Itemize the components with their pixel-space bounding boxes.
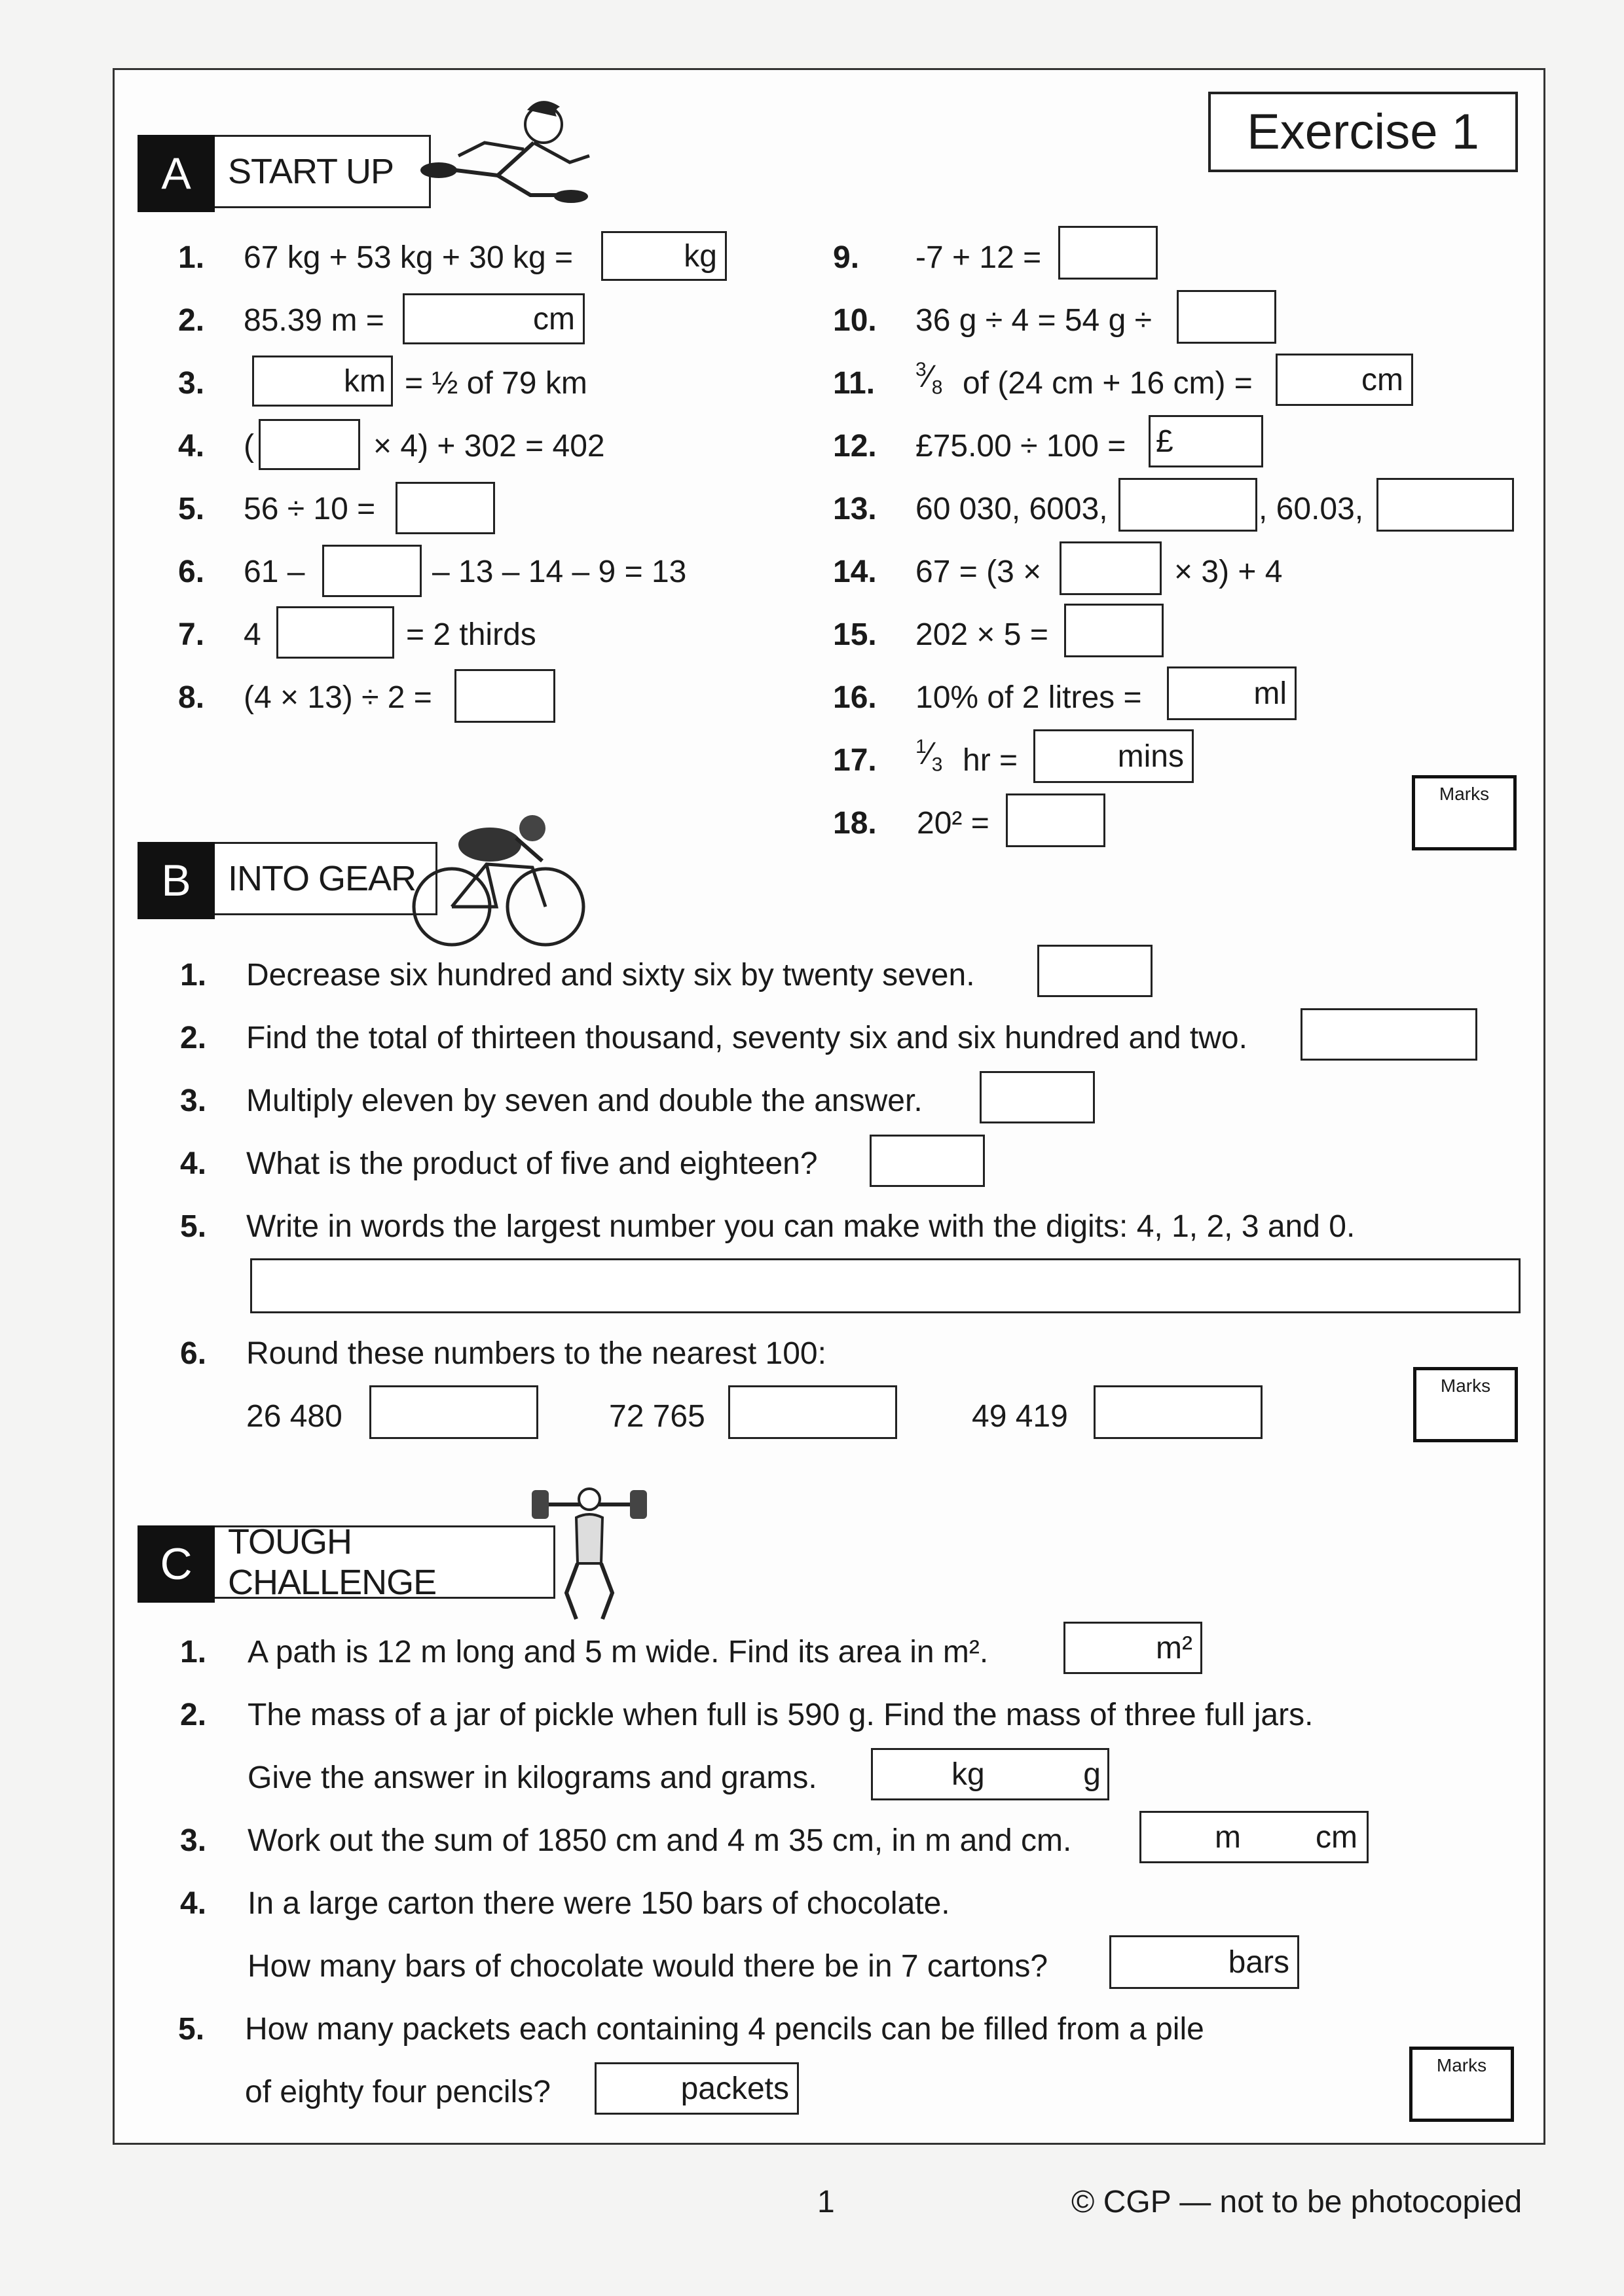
c-q3-unit-cm: cm [1316,1819,1357,1855]
a-q11-fraction: $^3⁄_8$ [915,359,943,399]
a-q6-answer-box[interactable] [322,545,422,597]
a-q8-number: 8. [178,680,205,715]
b-q5-answer-box[interactable] [250,1258,1521,1313]
section-a-marks-box[interactable]: Marks [1412,775,1517,850]
a-q9-answer-box[interactable] [1058,226,1158,280]
a-q4-text: × 4) + 302 = 402 [373,429,605,464]
a-q11-frac-den: 8 [931,376,943,399]
a-q3-text: = ½ of 79 km [405,366,587,401]
c-q4-text-2: How many bars of chocolate would there be in 7 cartons? [248,1949,1048,1984]
c-q5-number: 5. [178,2012,205,2047]
section-a-label: START UP [215,135,431,208]
c-q2-unit-g: g [1083,1757,1101,1792]
a-q3-unit: km [344,363,386,399]
a-q9-text: -7 + 12 = [915,240,1042,275]
a-q13-text: 60 030, 6003, [915,492,1108,526]
a-q1-text: 67 kg + 53 kg + 30 kg = [244,240,574,275]
b-q2-text: Find the total of thirteen thousand, seventy six and six hundred and two. [246,1021,1247,1055]
b-q4-text: What is the product of five and eighteen? [246,1146,818,1181]
b-q5-text: Write in words the largest number you can make with the digits: 4, 1, 2, 3 and 0. [246,1209,1356,1244]
a-q4-answer-box[interactable] [259,419,360,470]
a-q14-answer-box[interactable] [1060,541,1162,595]
b-q6-answer-box-1[interactable] [369,1385,538,1439]
section-b-letter: B [138,842,215,919]
a-q18-text: 20² = [917,806,989,841]
c-q2-unit-kg: kg [951,1757,985,1792]
a-q12-answer-box[interactable] [1149,415,1263,467]
a-q12-text: £75.00 ÷ 100 = [915,429,1126,464]
runner-illustration [367,97,602,215]
a-q7-answer-box[interactable] [276,606,394,659]
a-q12-unit: £ [1156,424,1173,459]
a-q10-text: 36 g ÷ 4 = 54 g ÷ [915,303,1152,338]
weightlifter-illustration [530,1478,648,1629]
b-q2-number: 2. [180,1021,207,1055]
a-q3-answer-box[interactable] [252,355,393,407]
a-q3-number: 3. [178,366,205,401]
a-q6-number: 6. [178,555,205,589]
c-q2-text: The mass of a jar of pickle when full is 590 g. Find the mass of three full jars. [248,1698,1314,1732]
a-q7-number: 7. [178,617,205,652]
a-q2-unit: cm [533,301,575,337]
a-q17-number: 17. [833,743,877,778]
c-q1-answer-box[interactable] [1063,1622,1202,1674]
a-q13-answer-box-2[interactable] [1376,478,1514,532]
a-q5-answer-box[interactable] [396,482,495,534]
a-q6-pre: 61 – [244,555,305,589]
c-q1-number: 1. [180,1635,207,1669]
a-q13-mid: , 60.03, [1259,492,1364,526]
c-q2-answer-box[interactable] [871,1748,1109,1800]
a-q16-number: 16. [833,680,877,715]
c-q4-answer-box[interactable] [1109,1935,1299,1989]
a-q7-text: = 2 thirds [406,617,536,652]
a-q16-answer-box[interactable] [1167,666,1297,720]
a-q11-frac-num: 3 [915,359,927,380]
a-q15-number: 15. [833,617,877,652]
a-q10-answer-box[interactable] [1177,290,1276,344]
c-q4-unit: bars [1228,1944,1289,1980]
c-q3-text: Work out the sum of 1850 cm and 4 m 35 cm, in m and cm. [248,1823,1072,1858]
c-q3-answer-box[interactable] [1139,1811,1369,1863]
section-b-marks-box[interactable]: Marks [1413,1367,1518,1442]
b-q3-text: Multiply eleven by seven and double the answer. [246,1084,923,1118]
a-q6-text: – 13 – 14 – 9 = 13 [432,555,687,589]
c-q1-unit: m² [1156,1630,1192,1666]
a-q2-text: 85.39 m = [244,303,384,338]
a-q17-unit: mins [1117,738,1184,774]
c-q2-text-2: Give the answer in kilograms and grams. [248,1760,817,1795]
a-q16-unit: ml [1253,676,1287,711]
c-q4-text: In a large carton there were 150 bars of chocolate. [248,1886,950,1921]
b-q6-value-1: 26 480 [246,1399,342,1434]
b-q1-text: Decrease six hundred and sixty six by twenty seven. [246,958,975,993]
a-q16-text: 10% of 2 litres = [915,680,1142,715]
a-q13-answer-box-1[interactable] [1118,478,1257,532]
a-q5-text: 56 ÷ 10 = [244,492,376,526]
a-q7-pre: 4 [244,617,261,652]
a-q2-answer-box[interactable] [403,293,585,344]
a-q2-number: 2. [178,303,205,338]
a-q17-frac-num: 1 [915,736,927,757]
c-q2-number: 2. [180,1698,207,1732]
a-q10-number: 10. [833,303,877,338]
page-number: 1 [817,2185,835,2219]
a-q14-number: 14. [833,555,877,589]
c-q5-answer-box[interactable] [595,2062,799,2115]
b-q2-answer-box[interactable] [1301,1008,1477,1061]
b-q3-number: 3. [180,1084,207,1118]
c-q3-unit-m: m [1215,1819,1241,1855]
a-q17-text: hr = [963,743,1018,778]
b-q6-answer-box-2[interactable] [728,1385,897,1439]
a-q1-number: 1. [178,240,205,275]
cyclist-illustration [411,799,588,949]
a-q8-text: (4 × 13) ÷ 2 = [244,680,432,715]
section-c-marks-box[interactable]: Marks [1409,2047,1514,2122]
c-q5-text: How many packets each containing 4 pencils can be filled from a pile [245,2012,1204,2047]
a-q5-number: 5. [178,492,205,526]
a-q9-number: 9. [833,240,860,275]
b-q4-number: 4. [180,1146,207,1181]
a-q15-answer-box[interactable] [1064,604,1164,657]
c-q5-unit: packets [680,2071,789,2106]
b-q5-number: 5. [180,1209,207,1244]
a-q11-text: of (24 cm + 16 cm) = [963,366,1253,401]
b-q6-number: 6. [180,1336,207,1371]
section-c-letter: C [138,1525,215,1603]
copyright-notice: © CGP — not to be photocopied [1071,2185,1522,2219]
b-q6-answer-box-3[interactable] [1094,1385,1263,1439]
a-q14-text: × 3) + 4 [1174,555,1283,589]
a-q11-number: 11. [833,366,876,401]
a-q13-number: 13. [833,492,877,526]
section-a-letter: A [138,135,215,212]
c-q4-number: 4. [180,1886,207,1921]
c-q3-number: 3. [180,1823,207,1858]
a-q11-unit: cm [1361,362,1403,397]
b-q6-text: Round these numbers to the nearest 100: [246,1336,826,1371]
a-q18-answer-box[interactable] [1006,793,1105,847]
b-q1-answer-box[interactable] [1037,945,1153,997]
b-q6-value-3: 49 419 [972,1399,1068,1434]
a-q1-answer-box[interactable] [601,231,727,281]
a-q4-open-paren: ( [244,429,254,464]
section-c-label: TOUGH CHALLENGE [215,1525,555,1599]
a-q18-number: 18. [833,806,877,841]
a-q17-answer-box[interactable] [1033,729,1194,783]
b-q3-answer-box[interactable] [980,1071,1095,1123]
a-q1-unit: kg [684,238,717,274]
c-q5-text-2: of eighty four pencils? [245,2075,551,2109]
b-q4-answer-box[interactable] [870,1135,985,1187]
a-q8-answer-box[interactable] [454,669,555,723]
b-q6-value-2: 72 765 [609,1399,705,1434]
a-q14-pre: 67 = (3 × [915,555,1042,589]
a-q17-fraction: $^1⁄_3$ [915,736,943,776]
exercise-title: Exercise 1 [1208,92,1518,172]
a-q15-text: 202 × 5 = [915,617,1048,652]
b-q1-number: 1. [180,958,207,993]
c-q1-text: A path is 12 m long and 5 m wide. Find its area in m². [248,1635,989,1669]
a-q11-answer-box[interactable] [1276,354,1413,406]
a-q17-frac-den: 3 [931,754,943,776]
a-q4-number: 4. [178,429,205,464]
a-q12-number: 12. [833,429,877,464]
section-b-label: INTO GEAR [215,842,437,915]
